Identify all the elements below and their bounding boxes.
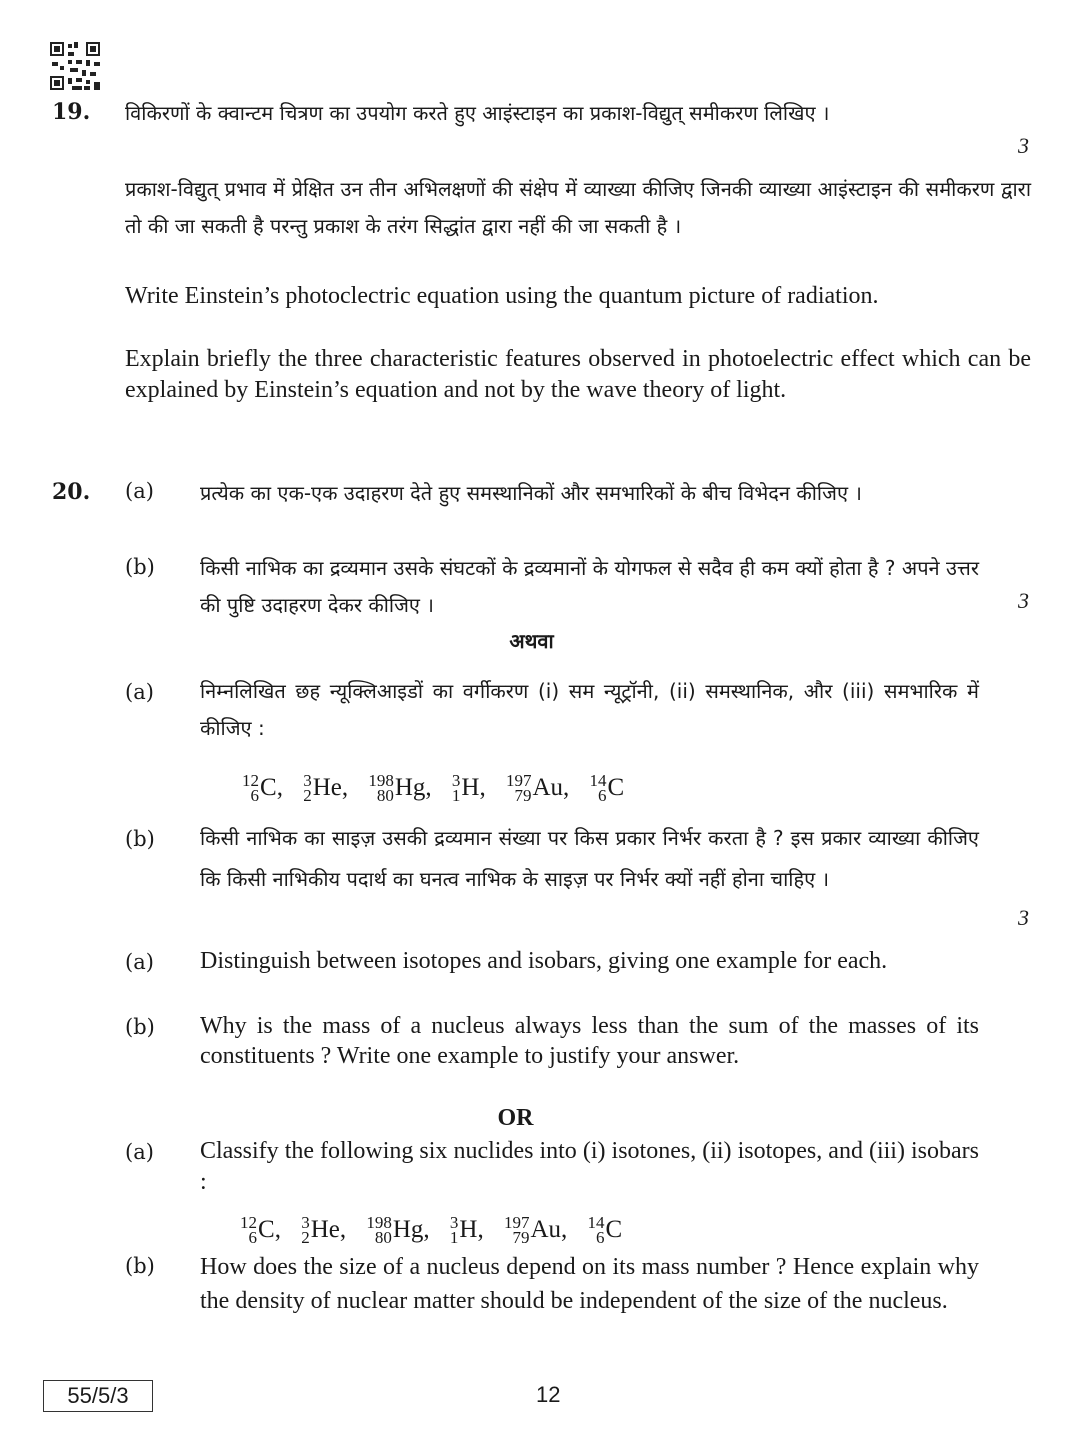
- q20-hindi-a: प्रत्येक का एक-एक उदाहरण देते हुए समस्थानिकों और समभारिकों के बीच विभेदन कीजिए ।: [200, 481, 862, 505]
- paper-code: 55/5/3: [43, 1380, 153, 1412]
- nuclide-list-english: [240, 1207, 636, 1245]
- part-label: (a): [125, 479, 154, 503]
- q20-english-b: Why is the mass of a nucleus always less than the sum of the masses of its constituents ? Write one example to justify your answer.: [200, 1013, 979, 1069]
- part-label: (a): [125, 680, 154, 704]
- nuclide: 14 6 C: [589, 771, 625, 805]
- part-label: (b): [125, 1015, 155, 1039]
- q19-english-explain: Explain briefly the three characteristic features observed in photoelectric effect which can be explained by Einstein’s equation and not by the wave theory of light.: [125, 346, 1031, 403]
- or-label-hindi: अथवा: [509, 629, 554, 653]
- nuclide: 197 79 Au ,: [505, 771, 570, 805]
- nuclide: 12 6 C ,: [240, 1213, 281, 1247]
- nuclide: 3 1 H ,: [451, 771, 486, 805]
- nuclide: 198 80 Hg ,: [368, 771, 432, 805]
- q19-hindi-statement: विकिरणों के क्वान्टम चित्रण का उपयोग करते हुए आइंस्टाइन का प्रकाश-विद्युत् समीकरण लिखिए ।: [125, 101, 830, 125]
- page-number: 12: [536, 1382, 561, 1407]
- q20-marks-1: 3: [1018, 588, 1029, 613]
- nuclide: 3 1 H ,: [449, 1213, 484, 1247]
- nuclide: 12 6 C ,: [242, 771, 283, 805]
- q20-english-a: Distinguish between isotopes and isobars, giving one example for each.: [200, 948, 888, 974]
- question-20: [0, 475, 1091, 1175]
- q20-hindi-b: किसी नाभिक का द्रव्यमान उसके संघटकों के द्रव्यमानों के योगफल से सदैव ही कम क्यों होता है ? अपने उत्तर की पुष्टि उदाहरण देकर कीजिए ।: [200, 556, 979, 617]
- question-number: 20.: [52, 479, 91, 505]
- q20-marks-2: 3: [1018, 905, 1029, 930]
- or-label-english: OR: [497, 1105, 534, 1131]
- qr-code-icon: [50, 42, 100, 90]
- question-19: [52, 95, 1031, 440]
- q20-hindi-or-a: निम्नलिखित छह न्यूक्लिआइडों का वर्गीकरण (i) सम न्यूट्रॉनी, (ii) समस्थानिक, और (iii) समभारिक में कीजिए :: [200, 679, 979, 740]
- q20-english-or-a: Classify the following six nuclides into (i) isotones, (ii) isotopes, and (iii) isobars :: [200, 1138, 979, 1195]
- nuclide: 3 2 He ,: [303, 771, 349, 805]
- nuclide: 14 6 C: [587, 1213, 623, 1247]
- question-number: 19.: [52, 99, 91, 125]
- nuclide: 197 79 Au ,: [503, 1213, 568, 1247]
- part-label: (b): [125, 555, 155, 579]
- q20-hindi-or-b: किसी नाभिक का साइज़ उसकी द्रव्यमान संख्या पर किस प्रकार निर्भर करता है ? इस प्रकार व्याख्या कीजिए कि किसी नाभिकीय पदार्थ का घनत्व नाभिक के साइज़ पर निर्भर क्यों नहीं होना चाहिए ।: [200, 826, 979, 891]
- q19-marks: 3: [1018, 133, 1029, 158]
- nuclide-list: [242, 765, 638, 803]
- part-label: (b): [125, 1254, 155, 1278]
- q20-english-or-b: How does the size of a nucleus depend on its mass number ? Hence explain why the density of nuclear matter should be independent of the size of the nucleus.: [200, 1254, 979, 1314]
- q19-english-statement: Write Einstein’s photoclectric equation using the quantum picture of radiation.: [125, 283, 879, 309]
- part-label: (a): [125, 1140, 154, 1164]
- q19-hindi-explain: प्रकाश-विद्युत् प्रभाव में प्रेक्षित उन तीन अभिलक्षणों की संक्षेप में व्याख्या कीजिए जिनकी व्याख्या आइंस्टाइन की समीकरण द्वारा तो की जा सकती है परन्तु प्रकाश के तरंग सिद्धांत द्वारा नहीं की जा सकती है ।: [125, 177, 1031, 238]
- nuclide: 3 2 He ,: [301, 1213, 347, 1247]
- part-label: (a): [125, 950, 154, 974]
- part-label: (b): [125, 827, 155, 851]
- nuclide: 198 80 Hg ,: [366, 1213, 430, 1247]
